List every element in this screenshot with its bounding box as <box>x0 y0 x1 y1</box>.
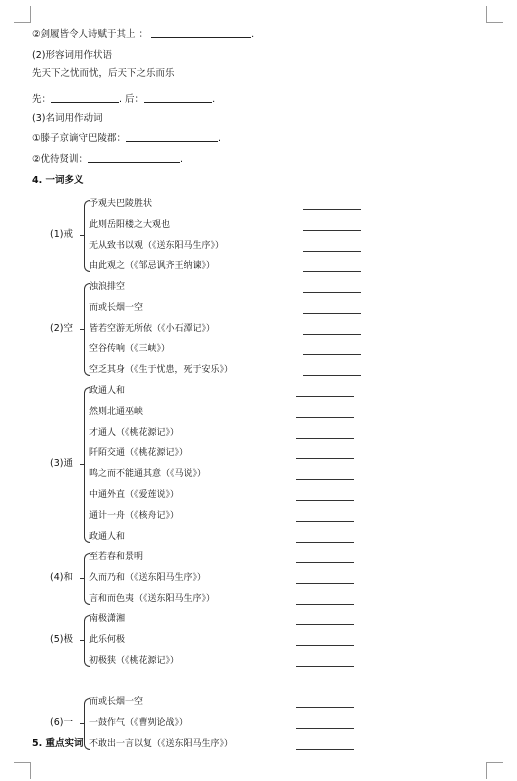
answer-blank[interactable] <box>296 500 354 501</box>
example-sentence: 南极潇湘 <box>89 614 126 624</box>
group-label: (1)戒 <box>50 229 73 241</box>
section-title: 4. 一词多义 <box>32 175 84 186</box>
answer-blank[interactable] <box>126 131 218 142</box>
answer-blank[interactable] <box>303 271 361 272</box>
example-sentence: 不敢出一言以复（《送东阳马生序》） <box>89 738 234 749</box>
sentence-end: . <box>180 154 184 165</box>
example-sentence: 此乐何极 <box>89 634 126 645</box>
corner-mark-bottom-left <box>14 762 31 779</box>
answer-blank[interactable] <box>144 92 212 103</box>
answer-blank[interactable] <box>296 542 354 543</box>
example-sentence: 政通人和 <box>89 386 126 396</box>
answer-blank[interactable] <box>296 417 354 418</box>
answer-blank[interactable] <box>303 209 361 210</box>
brace-tip <box>80 464 84 465</box>
answer-blank[interactable] <box>303 354 361 355</box>
group-label: (3)通 <box>50 457 73 469</box>
answer-blank[interactable] <box>296 707 354 708</box>
sentence-text: ②剑履皆令人诗赋于其上 ： <box>32 29 149 40</box>
example-sentence: 予观夫巴陵胜状 <box>89 199 153 209</box>
example-sentence: 而或长烟一空 <box>89 302 144 313</box>
answer-blank[interactable] <box>303 375 361 376</box>
subheading: (2)形容词用作状语 <box>32 50 112 61</box>
answer-blank[interactable] <box>303 292 361 293</box>
answer-blank[interactable] <box>296 645 354 646</box>
sentence-text: ②优待贤训： <box>32 154 89 165</box>
sentence-line <box>32 27 254 41</box>
group-label: (2)空 <box>50 322 73 334</box>
answer-blank[interactable] <box>303 334 361 335</box>
example-sentence: 皆若空游无所依（《小石潭记》） <box>89 323 216 334</box>
example-sentence: 阡陌交通（《桃花源记》） <box>89 448 189 459</box>
answer-blank[interactable] <box>296 728 354 729</box>
brace-tip <box>80 578 84 579</box>
sentence-end: . <box>251 29 255 40</box>
answer-blank[interactable] <box>303 313 361 314</box>
example-sentence: 由此观之（《邹忌讽齐王纳谏》） <box>89 261 216 272</box>
sentence-end: . <box>218 133 222 144</box>
answer-blank[interactable] <box>296 624 354 625</box>
subheading: (3)名词用作动词 <box>32 113 103 124</box>
group-label: (6)一 <box>50 716 73 728</box>
example-sentence: 无从致书以观（《送东阳马生序》） <box>89 240 225 251</box>
answer-blank[interactable] <box>296 438 354 439</box>
example-sentence: 然则北通巫峡 <box>89 406 144 417</box>
blank-prefix: . 后： <box>119 94 145 105</box>
corner-mark-top-right <box>486 6 503 23</box>
example-sentence: 中通外直（《爱莲说》） <box>89 490 180 500</box>
sentence-line <box>32 92 215 106</box>
example-sentence: 通计一舟（《核舟记》） <box>89 510 180 521</box>
example-sentence: 此则岳阳楼之大观也 <box>89 219 171 230</box>
example-sentence: 空乏其身（《生于忧患，死于安乐》） <box>89 365 234 376</box>
answer-blank[interactable] <box>296 749 354 750</box>
group-label: (4)和 <box>50 571 73 583</box>
answer-blank[interactable] <box>296 583 354 584</box>
answer-blank[interactable] <box>296 666 354 667</box>
example-sentence: 一鼓作气（《曹刿论战》） <box>89 717 189 728</box>
brace-tip <box>80 723 84 724</box>
example-sentence: 久而乃和（《送东阳马生序》） <box>89 572 207 583</box>
answer-blank[interactable] <box>296 604 354 605</box>
section-title: 5. 重点实词 <box>32 738 84 749</box>
sentence-line <box>32 131 221 145</box>
brace-tip <box>80 329 84 330</box>
group-label: (5)极 <box>50 633 73 645</box>
corner-mark-bottom-right <box>486 762 503 779</box>
answer-blank[interactable] <box>296 396 354 397</box>
answer-blank[interactable] <box>51 92 119 103</box>
example-sentence: 浊浪排空 <box>89 282 126 292</box>
answer-blank[interactable] <box>88 152 180 163</box>
brace-tip <box>80 640 84 641</box>
answer-blank[interactable] <box>296 458 354 459</box>
brace-tip <box>80 235 84 236</box>
sentence-line <box>32 152 183 166</box>
corner-mark-top-left <box>14 6 31 23</box>
sentence-text: 先天下之忧而忧，后天下之乐而乐 <box>32 68 175 79</box>
example-sentence: 鸣之而不能通其意（《马说》） <box>89 469 207 480</box>
answer-blank[interactable] <box>296 521 354 522</box>
answer-blank[interactable] <box>296 479 354 480</box>
sentence-end: . <box>212 94 216 105</box>
blank-prefix: 先： <box>32 94 52 105</box>
answer-blank[interactable] <box>296 562 354 563</box>
answer-blank[interactable] <box>303 230 361 231</box>
answer-blank[interactable] <box>303 251 361 252</box>
example-sentence: 言和而色夷（《送东阳马生序》） <box>89 593 216 604</box>
example-sentence: 政通人和 <box>89 531 126 542</box>
example-sentence: 空谷传响（《三峡》） <box>89 344 171 355</box>
answer-blank[interactable] <box>151 27 251 38</box>
example-sentence: 至若春和景明 <box>89 552 144 562</box>
example-sentence: 才通人（《桃花源记》） <box>89 427 180 438</box>
sentence-text: ①滕子京谪守巴陵郡： <box>32 133 127 144</box>
example-sentence: 而或长烟一空 <box>89 697 144 707</box>
example-sentence: 初极狭（《桃花源记》） <box>89 655 180 666</box>
